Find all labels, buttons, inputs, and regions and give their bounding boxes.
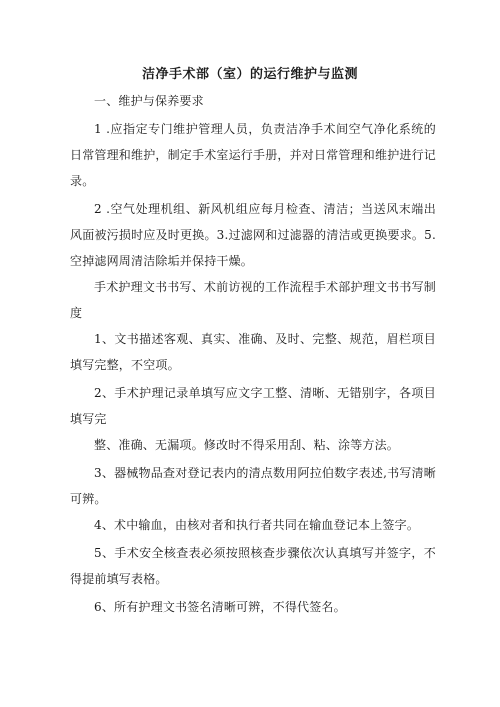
rule-4: 4、术中输血，由核对者和执行者共同在输血登记本上签字。: [94, 518, 420, 532]
rule-2-part-1: 2、手术护理记录单填写应文字工整、清晰、无错别字，各项目填写完: [70, 386, 436, 426]
section-heading-maintenance: 一、维护与保养要求: [94, 94, 204, 108]
document-title: 洁净手术部（室）的运行维护与监测: [141, 67, 358, 82]
rule-5: 5、手术安全核查表必须按照核查步骤依次认真填写并签字，不得提前填写表格。: [70, 546, 436, 586]
paragraph-item-1: 1 .应指定专门维护管理人员，负责洁净手术间空气净化系统的日常管理和维护，制定手术室运行手册，并对日常管理和维护进行记录。: [70, 122, 437, 188]
section-heading-nursing-documents: 手术护理文书书写、术前访视的工作流程手术部护理文书书写制度: [70, 280, 436, 320]
rule-1: 1、文书描述客观、真实、准确、及时、完整、规范，眉栏项目填写完整，不空项。: [70, 332, 436, 372]
paragraph-item-2: 2 .空气处理机组、新风机组应每月检查、清洁；当送风末端出风面被污损时应及时更换。3.过滤网和过滤器的清洁或更换要求。5.空掉滤网周清洁除垢并保持干燥。: [70, 202, 436, 268]
rule-6: 6、所有护理文书签名清晰可辨，不得代签名。: [94, 600, 346, 614]
rule-2-part-2: 整、准确、无漏项。修改时不得采用刮、粘、涂等方法。: [94, 438, 400, 452]
rule-3: 3、器械物品查对登记表内的清点数用阿拉伯数字表述,书写清晰可辨。: [70, 466, 436, 506]
